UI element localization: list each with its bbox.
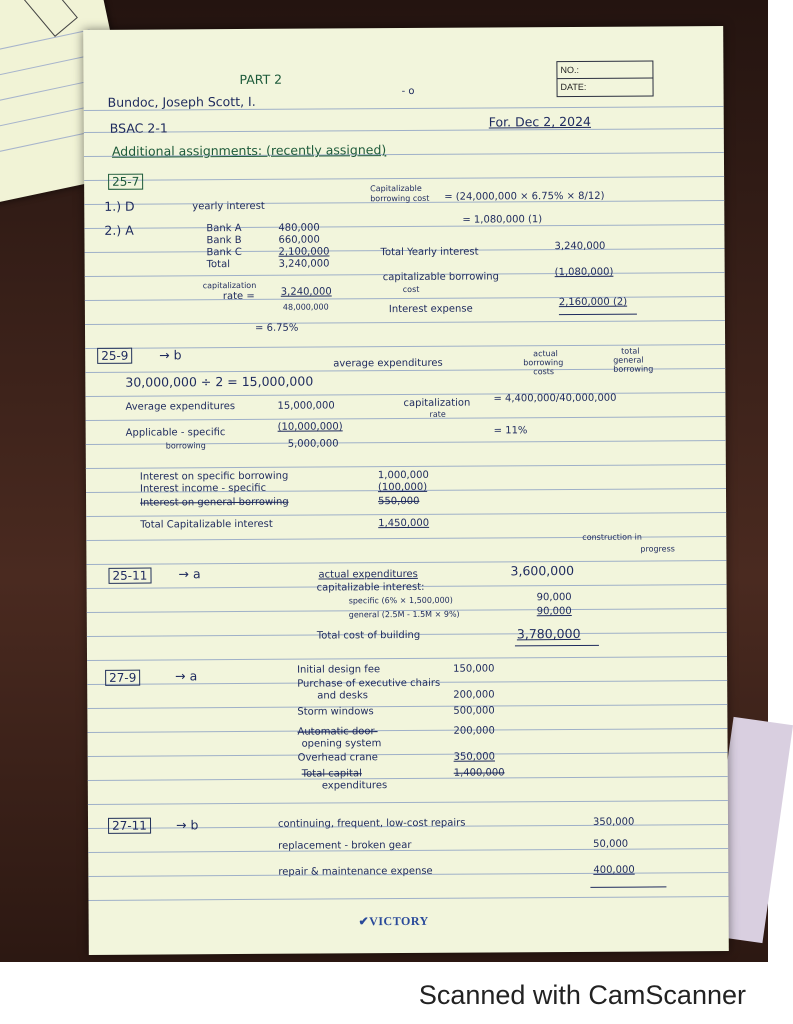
interest-row-value: (100,000) <box>377 481 428 494</box>
date-label: DATE: <box>560 81 587 93</box>
expense-item-label: replacement - broken gear <box>278 839 412 852</box>
capex-item-value: 200,000 <box>453 689 495 701</box>
total-yearly-value: 3,240,000 <box>554 240 606 253</box>
expense-item-value: 400,000 <box>593 864 635 876</box>
no-label: NO.: <box>560 64 579 76</box>
capex-item-label: Purchase of executive chairs <box>297 677 441 690</box>
capex-item-label: Storm windows <box>297 706 374 718</box>
actual-expenditures-label: actual expenditures <box>318 568 418 581</box>
actual-costs-label-2: borrowing <box>523 358 564 368</box>
cap-borrowing-label-1: Capitalizable <box>370 183 422 194</box>
camscanner-watermark-bar <box>0 962 768 1024</box>
bank-amount: 660,000 <box>278 234 320 246</box>
capex-item-label: Overhead crane <box>297 752 378 764</box>
q1-answer: 1.) D <box>104 198 135 214</box>
bank-amount: 3,240,000 <box>278 258 330 270</box>
interest-row-label: Total Capitalizable interest <box>140 518 273 531</box>
cap-borrowing-label-2: borrowing cost <box>370 193 430 204</box>
cap-rate-result-25-9: = 11% <box>493 425 528 437</box>
interest-row-value: 1,000,000 <box>377 469 429 482</box>
capex-item-label: and desks <box>317 690 368 702</box>
cap-interest-label: capitalizable interest: <box>316 581 425 594</box>
specific-value: 90,000 <box>536 591 572 604</box>
brand-text: VICTORY <box>369 913 429 929</box>
expense-item-value: 350,000 <box>592 816 635 828</box>
interest-row-label: Interest income - specific <box>139 482 267 495</box>
cap-borrow-cost-label-2: cost <box>402 284 420 295</box>
actual-expenditures-value: 3,600,000 <box>510 562 575 579</box>
interest-expense-label: Interest expense <box>388 303 473 316</box>
cap-rate-formula: = 4,400,000/40,000,000 <box>493 392 617 405</box>
part-title: PART 2 <box>239 71 283 88</box>
q2-answer: 2.) A <box>104 222 134 238</box>
header-box <box>556 60 653 97</box>
problem-27-9-label: 27-9 <box>105 670 140 686</box>
cap-borrow-cost-value: (1,080,000) <box>554 266 614 279</box>
expense-item-label: continuing, frequent, low-cost repairs <box>278 817 466 830</box>
interest-row-label: Interest on general borrowing <box>140 496 289 509</box>
double-underline <box>559 314 637 315</box>
capex-item-label: opening system <box>301 738 382 750</box>
capex-item-label: Total capital <box>301 768 362 780</box>
total-general-label-2: general <box>613 355 644 365</box>
bank-amount: 480,000 <box>278 222 320 234</box>
problem-25-7-label: 25-7 <box>108 174 143 190</box>
cap-rate-result: = 6.75% <box>254 322 299 334</box>
interest-row-label: Interest on specific borrowing <box>139 470 289 483</box>
avg-expenditures-label: Average expenditures <box>125 401 236 413</box>
avg-expenditures-value: 15,000,000 <box>277 400 335 412</box>
expense-item-value: 50,000 <box>593 838 629 850</box>
capex-item-label: Automatic door- <box>297 726 378 738</box>
general-value: 90,000 <box>536 605 572 618</box>
double-underline <box>590 886 666 887</box>
capex-item-label: expenditures <box>321 780 388 792</box>
problem-25-9-label: 25-9 <box>97 348 132 364</box>
interest-row-value: 550,000 <box>378 495 420 508</box>
applicable-label-1: Applicable - specific <box>125 427 226 439</box>
q1-text: yearly interest <box>192 200 265 213</box>
total-building-label: Total cost of building <box>316 629 421 642</box>
cip-label-2: progress <box>640 544 675 554</box>
cap-rate-label-25-9-2: rate <box>429 409 446 419</box>
assignments-title: Additional assignments: (recently assigned) <box>111 142 387 159</box>
actual-costs-label-3: costs <box>533 367 555 377</box>
actual-costs-label-1: actual <box>533 349 558 359</box>
bank-name: Bank A <box>206 222 242 235</box>
cip-label-1: construction in <box>582 532 642 542</box>
victory-brand-logo: ✔VICTORY <box>358 913 429 929</box>
cap-rate-label-2: rate = <box>222 290 255 303</box>
general-label: general (2.5M - 1.5M × 9%) <box>348 609 460 620</box>
capex-item-label: Initial design fee <box>297 664 381 676</box>
total-building-value: 3,780,000 <box>516 625 581 642</box>
total-general-label-3: borrowing <box>613 364 654 374</box>
capex-item-value: 500,000 <box>453 705 495 717</box>
capex-item-value: 150,000 <box>453 663 495 675</box>
notebook-page <box>83 26 729 955</box>
capex-item-value: 350,000 <box>453 751 496 763</box>
avg-calc: 30,000,000 ÷ 2 = 15,000,000 <box>125 373 314 390</box>
bank-name: Bank C <box>206 246 242 259</box>
avg-exp-label: average expenditures <box>333 357 443 370</box>
cap-rate-denominator: 48,000,000 <box>282 302 329 312</box>
due-date: For. Dec 2, 2024 <box>488 113 592 130</box>
double-underline <box>515 645 599 647</box>
bank-name: Total <box>206 259 231 271</box>
bank-amount: 2,100,000 <box>278 246 330 258</box>
back-header-box <box>11 0 78 37</box>
total-yearly-label: Total Yearly interest <box>380 246 479 259</box>
camscanner-watermark: Scanned with CamScanner <box>418 980 746 1010</box>
bank-name: Bank B <box>206 234 242 247</box>
problem-25-11-answer: → a <box>178 566 201 582</box>
problem-25-11-label: 25-11 <box>108 568 151 584</box>
problem-27-11-answer: → b <box>175 817 199 833</box>
remaining-value: 5,000,000 <box>287 438 339 450</box>
cap-rate-label-25-9-1: capitalization <box>403 397 471 410</box>
expense-item-label: repair & maintenance expense <box>278 865 433 878</box>
cap-formula: = (24,000,000 × 6.75% × 8/12) <box>444 190 605 203</box>
cap-borrow-cost-label-1: capitalizable borrowing <box>382 271 499 284</box>
capex-item-value: 1,400,000 <box>453 767 505 779</box>
problem-25-9-answer: → b <box>159 347 182 363</box>
interest-expense-value: 2,160,000 (2) <box>558 296 628 309</box>
student-name: Bundoc, Joseph Scott, I. <box>107 93 256 110</box>
cap-result: = 1,080,000 (1) <box>462 214 543 226</box>
problem-27-9-answer: → a <box>175 668 198 684</box>
cap-rate-label-1: capitalization <box>202 280 257 291</box>
cap-rate-numerator: 3,240,000 <box>280 286 332 298</box>
section-label: BSAC 2-1 <box>109 120 168 136</box>
capex-item-value: 200,000 <box>453 725 495 737</box>
problem-27-11-label: 27-11 <box>108 818 151 834</box>
applicable-value: (10,000,000) <box>277 421 343 433</box>
total-general-label-1: total <box>621 346 640 356</box>
applicable-label-2: borrowing <box>165 441 206 451</box>
top-mark: - o <box>401 85 415 98</box>
specific-label: specific (6% × 1,500,000) <box>348 595 453 606</box>
interest-row-value: 1,450,000 <box>378 517 430 530</box>
